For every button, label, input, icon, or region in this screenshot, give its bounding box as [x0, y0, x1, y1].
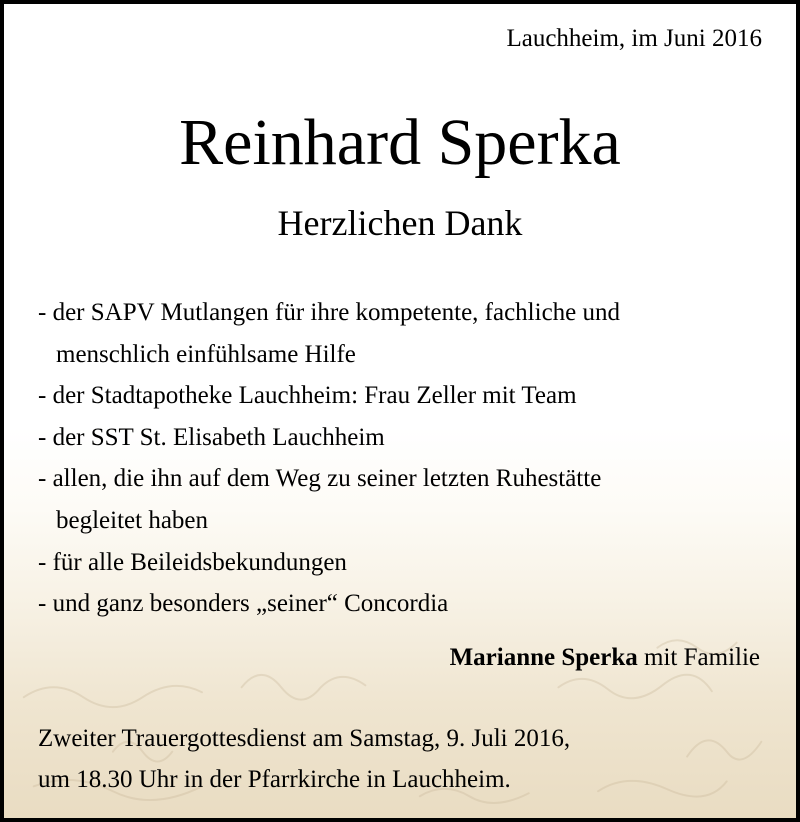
service-line: um 18.30 Uhr in der Pfarrkirche in Lauchheim.	[38, 766, 511, 793]
signature	[450, 642, 760, 674]
thanks-list	[38, 292, 620, 625]
signature-suffix: mit Familie	[637, 644, 760, 671]
thanks-line: - und ganz besonders „seiner“ Concordia	[38, 590, 449, 618]
thanks-line: - allen, die ihn auf dem Weg zu seiner letzten Ruhestätte	[38, 465, 602, 493]
thanks-heading: Herzlichen Dank	[277, 203, 523, 243]
service-line: Zweiter Trauergottesdienst am Samstag, 9. Juli 2016,	[38, 725, 571, 752]
place-and-date: Lauchheim, im Juni 2016	[506, 25, 762, 52]
thanks-line: - für alle Beileidsbekundungen	[38, 548, 347, 576]
thanks-line: menschlich einfühlsame Hilfe	[56, 340, 356, 368]
signature-name: Marianne Sperka	[449, 644, 638, 671]
deceased-name: Reinhard Sperka	[179, 106, 621, 179]
memorial-service-info	[38, 718, 570, 800]
thanks-line: - der SAPV Mutlangen für ihre kompetente, fachliche und	[38, 299, 621, 326]
thanks-line: begleitet haben	[56, 506, 209, 534]
thanks-line: - der Stadtapotheke Lauchheim: Frau Zeller mit Team	[38, 382, 577, 410]
thanks-line: - der SST St. Elisabeth Lauchheim	[38, 423, 385, 451]
